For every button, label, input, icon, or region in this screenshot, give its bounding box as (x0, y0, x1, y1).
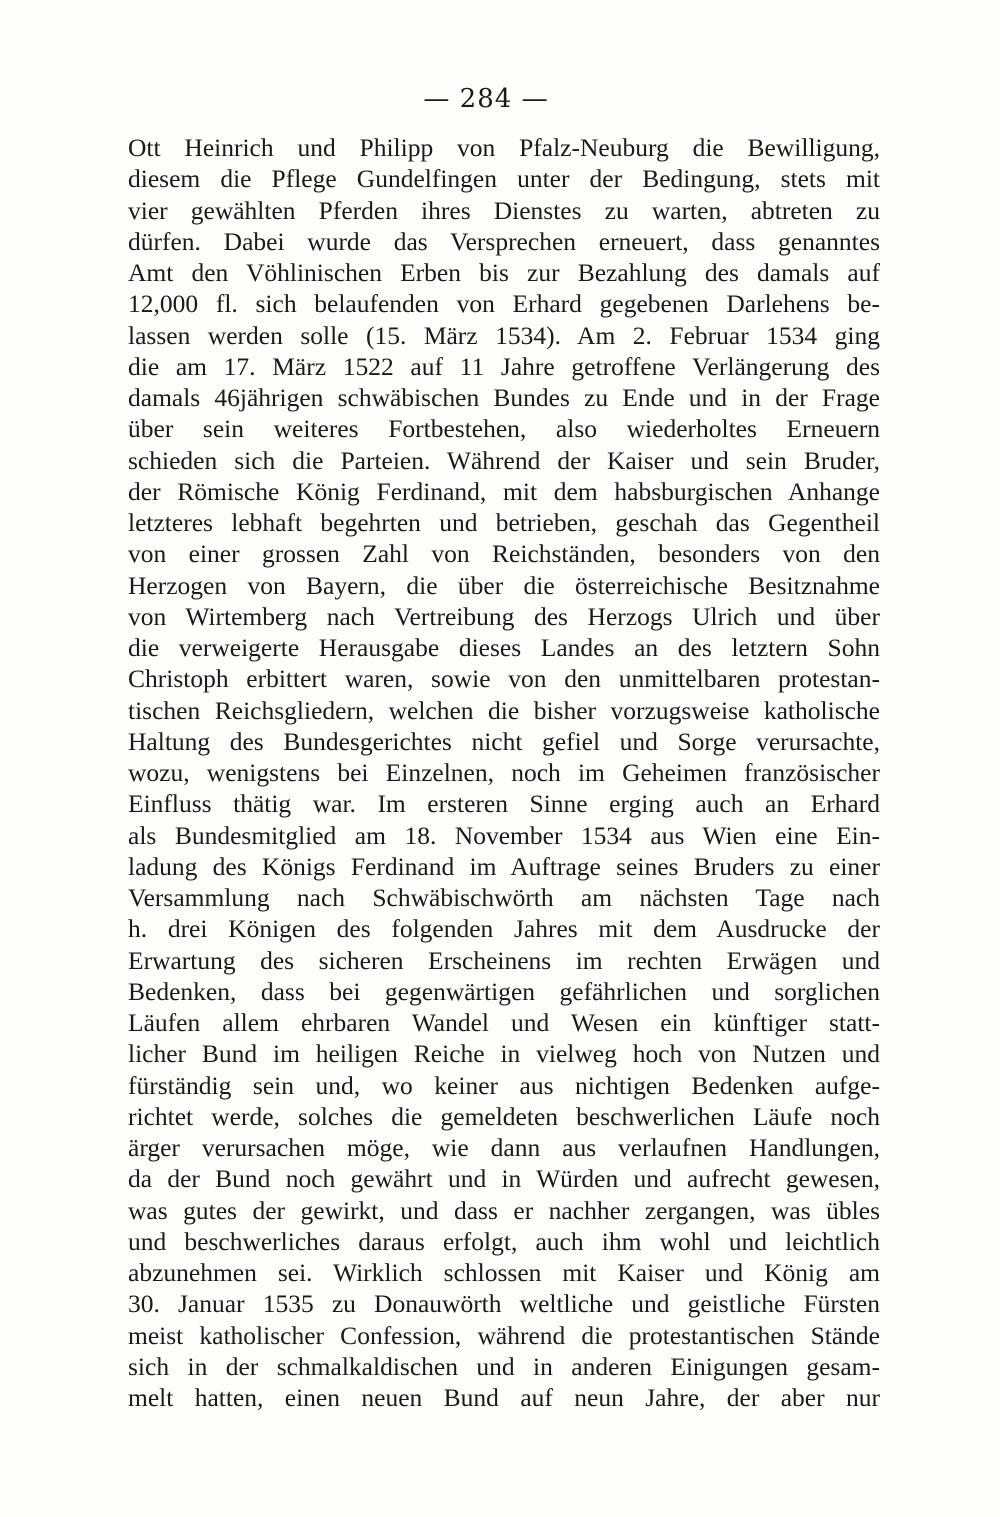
body-text (128, 132, 880, 1413)
text-line: die verweigerte Herausgabe dieses Landes an des letztern Sohn (128, 633, 880, 662)
text-line: licher Bund im heiligen Reiche in vielweg hoch von Nutzen und (128, 1039, 880, 1069)
text-line: da der Bund noch gewährt und in Würden und aufrecht gewesen, (128, 1164, 880, 1194)
text-line: die am 17. März 1522 auf 11 Jahre getroffene Verlängerung des (128, 351, 880, 381)
text-line: über sein weiteres Fortbestehen, also wiederholtes Erneuern (128, 414, 880, 444)
text-line: ärger verursachen möge, wie dann aus verlaufnen Handlungen, (128, 1133, 880, 1162)
text-line: Erwartung des sicheren Erscheinens im rechten Erwägen und (128, 945, 880, 975)
text-line: ladung des Königs Ferdinand im Auftrage seines Bruders zu einer (128, 851, 880, 881)
text-line: Christoph erbittert waren, sowie von den unmittelbaren protestan- (128, 664, 880, 694)
text-line: von einer grossen Zahl von Reichständen, besonders von den (128, 539, 880, 569)
text-line: von Wirtemberg nach Vertreibung des Herzogs Ulrich und über (128, 601, 880, 631)
text-line: richtet werde, solches die gemeldeten beschwerlichen Läufe noch (128, 1101, 880, 1131)
text-line: lassen werden solle (15. März 1534). Am 2. Februar 1534 ging (128, 320, 880, 350)
text-line: was gutes der gewirkt, und dass er nachher zergangen, was übles (128, 1195, 880, 1225)
text-line: letzteres lebhaft begehrten und betrieben, geschah das Gegentheil (128, 508, 880, 537)
text-line: diesem die Pflege Gundelfingen unter der Bedingung, stets mit (128, 164, 880, 194)
text-line: vier gewählten Pferden ihres Dienstes zu warten, abtreten zu (128, 195, 880, 225)
text-line: melt hatten, einen neuen Bund auf neun Jahre, der aber nur (128, 1383, 880, 1412)
text-line: 30. Januar 1535 zu Donauwörth weltliche und geistliche Fürsten (128, 1289, 880, 1319)
text-line: Einfluss thätig war. Im ersteren Sinne erging auch an Erhard (128, 789, 880, 819)
text-line: sich in der schmalkaldischen und in anderen Einigungen gesam- (128, 1351, 880, 1381)
text-line: der Römische König Ferdinand, mit dem habsburgischen Anhange (128, 476, 880, 506)
text-line: damals 46jährigen schwäbischen Bundes zu Ende und in der Frage (128, 383, 880, 412)
text-line: Ott Heinrich und Philipp von Pfalz-Neuburg die Bewilligung, (128, 133, 880, 162)
text-line: Läufen allem ehrbaren Wandel und Wesen ein künftiger statt- (128, 1008, 880, 1037)
text-line: 12,000 fl. sich belaufenden von Erhard gegebenen Darlehens be- (128, 289, 880, 319)
page-number: — 284 — (423, 84, 549, 114)
text-line: Haltung des Bundesgerichtes nicht gefiel und Sorge verursachte, (128, 726, 880, 756)
text-line: wozu, wenigstens bei Einzelnen, noch im Geheimen französischer (128, 758, 880, 787)
text-line: Versammlung nach Schwäbischwörth am nächsten Tage nach (128, 883, 880, 912)
text-line: abzunehmen sei. Wirklich schlossen mit Kaiser und König am (128, 1258, 880, 1287)
text-line: als Bundesmitglied am 18. November 1534 aus Wien eine Ein- (128, 820, 880, 850)
text-line: meist katholischer Confession, während die protestantischen Stände (128, 1320, 880, 1350)
text-line: fürständig sein und, wo keiner aus nichtigen Bedenken aufge- (128, 1070, 880, 1100)
text-line: tischen Reichsgliedern, welchen die bisher vorzugsweise katholische (128, 695, 880, 725)
text-line: dürfen. Dabei wurde das Versprechen erneuert, dass genanntes (128, 226, 880, 256)
text-line: schieden sich die Parteien. Während der Kaiser und sein Bruder, (128, 445, 880, 475)
text-line: Herzogen von Bayern, die über die österreichische Besitznahme (128, 570, 880, 600)
text-line: Bedenken, dass bei gegenwärtigen gefährlichen und sorglichen (128, 976, 880, 1006)
text-line: und beschwerliches daraus erfolgt, auch ihm wohl und leichtlich (128, 1226, 880, 1256)
text-line: Amt den Vöhlinischen Erben bis zur Bezahlung des damals auf (128, 258, 880, 287)
text-line: h. drei Königen des folgenden Jahres mit dem Ausdrucke der (128, 914, 880, 944)
